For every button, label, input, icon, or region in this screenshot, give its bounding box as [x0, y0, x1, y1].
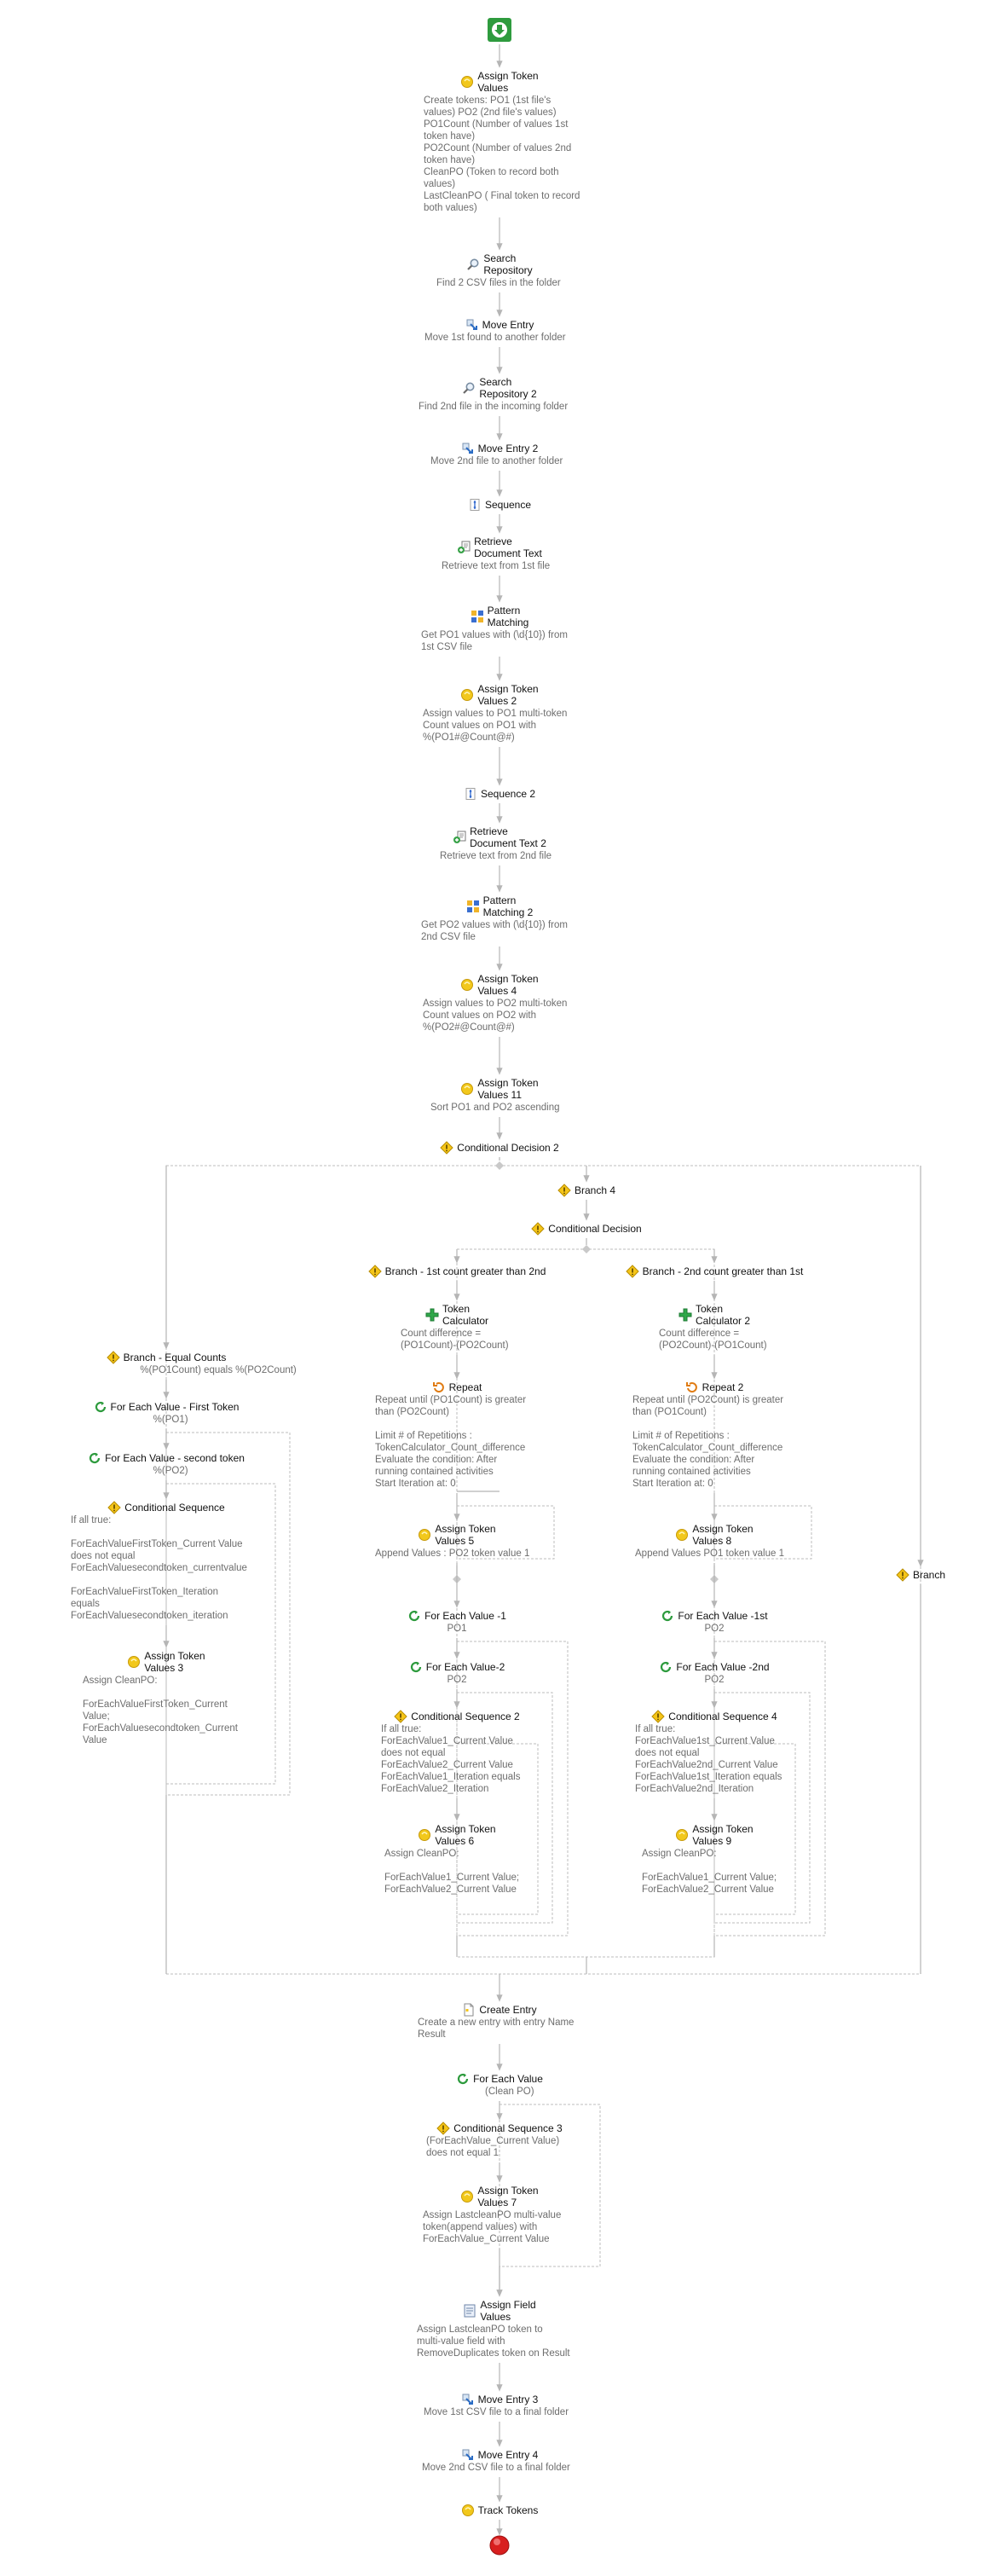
- activity-title: Move Entry 2: [477, 443, 539, 454]
- activity-description-line: ForEachValue_Current Value: [423, 2234, 550, 2244]
- activity-description-line: running contained activities: [632, 1467, 751, 1477]
- activity-description-line: Append Values : PO2 token value 1: [375, 1548, 530, 1559]
- activity-description-line: Start Iteration at: 0: [375, 1479, 456, 1489]
- activity-description-line: equals: [71, 1599, 100, 1609]
- activity-description-line: Count values on PO1 with: [423, 721, 536, 731]
- for-each-icon: [456, 2072, 470, 2090]
- activity-title: Sequence: [484, 499, 532, 511]
- branch-icon: [368, 1265, 382, 1282]
- search-icon: [466, 258, 480, 275]
- activity-title-line-2: Values 11: [477, 1089, 523, 1101]
- activity-description-line: Sort PO1 and PO2 ascending: [430, 1103, 560, 1113]
- activity-title: Assign Field: [480, 2299, 536, 2311]
- activity-description-line: %(PO2): [153, 1466, 188, 1476]
- branch-icon: [557, 1184, 571, 1201]
- activity-description-line: (ForEachValue_Current Value): [426, 2136, 560, 2146]
- activity-description-line: PO1Count (Number of values 1st: [424, 119, 569, 130]
- activity-title: Branch: [912, 1569, 946, 1581]
- branch-icon: [107, 1351, 120, 1369]
- search-icon: [462, 381, 476, 399]
- for-each-icon: [409, 1660, 423, 1678]
- assign-field-icon: [463, 2304, 476, 2322]
- activity-description-line: ForEachValue2nd_Iteration: [635, 1784, 754, 1794]
- activity-description-line: ForEachValue1_Iteration equals: [381, 1772, 521, 1782]
- activity-description-line: Count difference =: [401, 1329, 482, 1339]
- activity-description-line: ForEachValue1_Current Value;: [384, 1873, 520, 1883]
- activity-title: Assign Token: [692, 1823, 754, 1835]
- activity-description-line: ForEachValueFirstToken_Iteration: [71, 1587, 219, 1597]
- activity-description-line: Append Values PO1 token value 1: [635, 1548, 784, 1559]
- activity-description-line: (PO1Count)-(PO2Count): [401, 1340, 509, 1351]
- activity-title-line-2: Repository: [483, 264, 533, 276]
- token-icon: [460, 2190, 474, 2208]
- activity-description-line: Count difference =: [659, 1329, 740, 1339]
- decision-split-marker: [582, 1245, 591, 1253]
- retrieve-text-icon: [453, 831, 466, 848]
- activity-title: Assign Token: [692, 1523, 754, 1535]
- calculator-icon: [679, 1308, 692, 1326]
- branch-icon: [896, 1568, 909, 1586]
- activity-title-line-2: Document Text: [474, 547, 542, 559]
- retrieve-text-icon: [457, 541, 471, 559]
- end-node[interactable]: [490, 2536, 509, 2555]
- activity-description-line: Start Iteration at: 0: [632, 1479, 713, 1489]
- activity-title: For Each Value-2: [425, 1661, 505, 1673]
- activity-description-line: ForEachValueFirstToken_Current: [83, 1699, 228, 1710]
- activity-description-line: token(append values) with: [423, 2222, 538, 2232]
- activity-title-line-2: Values 9: [692, 1835, 732, 1847]
- activity-description-line: running contained activities: [375, 1467, 494, 1477]
- activity-description-line: ForEachValueFirstToken_Current Value: [71, 1539, 243, 1549]
- activity-description-line: ForEachValue2_Current Value: [642, 1884, 774, 1895]
- activity-description-line: LastCleanPO ( Final token to record: [424, 191, 580, 201]
- activity-title: Conditional Sequence 4: [668, 1711, 777, 1722]
- activity-description-line: ForEachValue1_Current Value: [381, 1736, 513, 1746]
- activity-title-line-2: Values 6: [435, 1835, 475, 1847]
- decision-split-marker: [495, 1161, 504, 1170]
- activity-title: Branch - 2nd count greater than 1st: [642, 1265, 804, 1277]
- activity-description-line: than (PO1Count): [632, 1407, 707, 1417]
- for-each-icon: [659, 1660, 673, 1678]
- activity-description-line: multi-value field with: [417, 2336, 505, 2347]
- activity-title: Move Entry 3: [477, 2394, 539, 2405]
- activity-title: Branch 4: [574, 1184, 616, 1196]
- activity-description-line: Value;: [83, 1711, 110, 1722]
- activity-title: For Each Value - First Token: [110, 1401, 240, 1413]
- token-icon: [127, 1655, 141, 1673]
- activity-title: Assign Token: [477, 2185, 539, 2197]
- activity-title: Conditional Decision: [548, 1223, 642, 1235]
- activity-title: For Each Value -2nd: [676, 1661, 770, 1673]
- activity-description-line: (PO2Count)-(PO1Count): [659, 1340, 767, 1351]
- activity-description-line: %(PO1): [153, 1415, 188, 1425]
- activity-description-line: Retrieve text from 1st file: [442, 561, 551, 571]
- branch-icon: [626, 1265, 639, 1282]
- activity-title: Assign Token: [435, 1823, 496, 1835]
- activity-description-line: PO2: [704, 1675, 725, 1685]
- activity-title: For Each Value: [473, 2073, 543, 2085]
- activity-title: Assign Token: [477, 1077, 539, 1089]
- activity-title-line-2: Matching: [487, 617, 529, 628]
- activity-title: Sequence 2: [480, 788, 536, 800]
- activity-title-line-2: Values: [477, 82, 509, 94]
- activity-description-line: Get PO2 values with (\d{10}) from: [421, 920, 568, 930]
- activity-title: For Each Value -1st: [678, 1610, 768, 1622]
- activity-description-line: Repeat until (PO2Count) is greater: [632, 1395, 784, 1405]
- activity-description-line: Move 2nd file to another folder: [430, 456, 563, 466]
- activity-title: Assign Token: [477, 973, 539, 985]
- activity-title: Token: [695, 1303, 724, 1315]
- activity-title: Conditional Sequence 2: [411, 1711, 520, 1722]
- activity-title: Repeat: [448, 1381, 482, 1393]
- token-icon: [460, 688, 474, 706]
- activity-title: For Each Value -1: [424, 1610, 506, 1622]
- activity-description-line: Value: [83, 1735, 107, 1745]
- activity-title: Repeat 2: [702, 1381, 744, 1393]
- activity-description-line: token have): [424, 131, 476, 142]
- activity-description-line: %(PO1Count) equals %(PO2Count): [140, 1365, 297, 1375]
- activity-description-line: Assign values to PO2 multi-token: [423, 999, 568, 1009]
- activity-description-line: If all true:: [71, 1515, 112, 1525]
- activity-description-line: %(PO2#@Count@#): [423, 1022, 515, 1033]
- activity-description-line: both values): [424, 203, 477, 213]
- activity-title: Search: [483, 252, 517, 264]
- activity-title-line-2: Document Text 2: [470, 837, 546, 849]
- activity-title: Assign Token: [477, 683, 539, 695]
- for-each-icon: [88, 1451, 101, 1469]
- activity-title: Token: [442, 1303, 471, 1315]
- activity-description-line: Create tokens: PO1 (1st file's: [424, 96, 551, 106]
- activity-title-line-2: Values 8: [692, 1535, 732, 1547]
- activity-description-line: If all true:: [381, 1724, 422, 1734]
- activity-description-line: (Clean PO): [485, 2087, 534, 2097]
- activity-title-line-2: Calculator 2: [695, 1315, 751, 1327]
- activity-description-line: CleanPO (Token to record both: [424, 167, 559, 177]
- token-icon: [418, 1828, 431, 1846]
- activity-title: Assign Token: [435, 1523, 496, 1535]
- activity-description-line: does not equal: [71, 1551, 136, 1561]
- activity-title-line-2: Values 3: [144, 1662, 184, 1674]
- activity-description-line: Move 1st found to another folder: [424, 333, 566, 343]
- activity-title: Retrieve: [470, 825, 508, 837]
- activity-description-line: ForEachValue2nd_Current Value: [635, 1760, 778, 1770]
- activity-title: Pattern: [487, 605, 521, 617]
- activity-description-line: ForEachValuesecondtoken_Current: [83, 1723, 238, 1734]
- activity-description-line: PO2: [447, 1675, 467, 1685]
- activity-description-line: ForEachValue1_Current Value;: [642, 1873, 777, 1883]
- activity-description-line: Assign CleanPO:: [83, 1676, 158, 1686]
- activity-description-line: Assign CleanPO:: [642, 1849, 717, 1859]
- decision-icon: [440, 1141, 453, 1159]
- activity-description-line: ForEachValue2_Current Value: [384, 1884, 517, 1895]
- activity-description-line: Assign LastcleanPO token to: [417, 2324, 543, 2335]
- activity-title: Retrieve: [474, 535, 512, 547]
- activity-description-line: token have): [424, 155, 476, 165]
- sequence-icon: [468, 498, 482, 516]
- activity-description-line: than (PO2Count): [375, 1407, 449, 1417]
- activity-description-line: Evaluate the condition: After: [632, 1455, 755, 1465]
- activity-title: Create Entry: [479, 2004, 537, 2016]
- activity-title: Assign Token: [144, 1650, 205, 1662]
- activity-title: Search: [479, 376, 512, 388]
- activity-title: Track Tokens: [477, 2504, 539, 2516]
- activity-description-line: TokenCalculator_Count_difference: [632, 1443, 783, 1453]
- activity-description-line: does not equal 1: [426, 2148, 500, 2158]
- activity-description-line: Limit # of Repetitions :: [375, 1431, 472, 1441]
- token-icon: [460, 1082, 474, 1100]
- activity-description-line: 2nd CSV file: [421, 932, 476, 942]
- activity-description-line: ForEachValuesecondtoken_iteration: [71, 1611, 228, 1621]
- pattern-matching-icon: [466, 900, 480, 918]
- pattern-matching-icon: [471, 610, 484, 628]
- activity-title: Assign Token: [477, 70, 539, 82]
- activity-description-line: Limit # of Repetitions :: [632, 1431, 730, 1441]
- activity-description-line: ForEachValue2_Current Value: [381, 1760, 513, 1770]
- containers: [166, 1161, 921, 2266]
- activity-description-line: Find 2nd file in the incoming folder: [419, 402, 569, 412]
- activity-description-line: Find 2 CSV files in the folder: [436, 278, 561, 288]
- for-each-value-second-token-container: [166, 1484, 275, 1784]
- token-icon: [461, 2504, 475, 2521]
- activity-description-line: ForEachValue2_Iteration: [381, 1784, 489, 1794]
- activity-title-line-2: Values 5: [435, 1535, 475, 1547]
- activity-description-line: Result: [418, 2029, 446, 2040]
- activity-description-line: values) PO2 (2nd file's values): [424, 107, 557, 118]
- calculator-icon: [425, 1308, 439, 1326]
- activity-title-line-2: Values 7: [477, 2197, 517, 2208]
- activity-description-line: does not equal: [635, 1748, 700, 1758]
- activity-title: Conditional Sequence 3: [453, 2122, 563, 2134]
- connectors: [166, 44, 921, 2533]
- token-icon: [675, 1828, 689, 1846]
- activity-description-line: Count values on PO2 with: [423, 1010, 536, 1021]
- activity-description-line: TokenCalculator_Count_difference: [375, 1443, 526, 1453]
- activity-title-line-2: Matching 2: [482, 906, 534, 918]
- activity-title: Conditional Decision 2: [457, 1142, 559, 1154]
- for-each-icon: [661, 1609, 674, 1627]
- activity-description-line: Assign values to PO1 multi-token: [423, 709, 568, 719]
- activity-description-line: Retrieve text from 2nd file: [440, 851, 552, 861]
- token-icon: [460, 978, 474, 996]
- activity-title: Branch - 1st count greater than 2nd: [384, 1265, 546, 1277]
- for-each-icon: [94, 1400, 107, 1418]
- activity-description-line: PO2Count (Number of values 2nd: [424, 143, 572, 153]
- token-icon: [675, 1528, 689, 1546]
- activity-description-line: Repeat until (PO1Count) is greater: [375, 1395, 527, 1405]
- activity-description-line: does not equal: [381, 1748, 446, 1758]
- activity-description-line: Assign CleanPO:: [384, 1849, 459, 1859]
- activity-description-line: ForEachValuesecondtoken_currentvalue: [71, 1563, 247, 1573]
- activity-title: Pattern: [482, 894, 517, 906]
- activity-title-line-2: Values 4: [477, 985, 517, 997]
- activity-description-line: %(PO1#@Count@#): [423, 732, 515, 743]
- activity-description-line: If all true:: [635, 1724, 676, 1734]
- activity-title: Move Entry 4: [477, 2449, 539, 2461]
- decision-icon: [531, 1222, 545, 1240]
- activity-description-line: 1st CSV file: [421, 642, 473, 652]
- activity-description-line: Assign LastcleanPO multi-value: [423, 2210, 562, 2220]
- activity-title-line-2: Values: [480, 2311, 511, 2323]
- activity-description-line: ForEachValue1st_Iteration equals: [635, 1772, 782, 1782]
- activity-title-line-2: Calculator: [442, 1315, 489, 1327]
- start-node[interactable]: [488, 18, 511, 42]
- activity-description-line: ForEachValue1st_Current Value: [635, 1736, 775, 1746]
- activity-description-line: Move 2nd CSV file to a final folder: [422, 2463, 570, 2473]
- activity-description-line: Evaluate the condition: After: [375, 1455, 498, 1465]
- activity-description-line: values): [424, 179, 456, 189]
- conditional-decision-2-container: [166, 1166, 921, 1974]
- activity-title: Move Entry: [482, 319, 534, 331]
- activity-description-line: Create a new entry with entry Name: [418, 2017, 575, 2028]
- activity-title-line-2: Repository 2: [479, 388, 537, 400]
- activity-title-line-2: Values 2: [477, 695, 517, 707]
- activity-description-line: Get PO1 values with (\d{10}) from: [421, 630, 568, 640]
- activity-title: Conditional Sequence: [124, 1502, 225, 1514]
- sequence-icon: [464, 787, 477, 805]
- activity-title: Branch - Equal Counts: [123, 1352, 227, 1363]
- activity-description-line: Move 1st CSV file to a final folder: [424, 2407, 569, 2417]
- for-each-icon: [407, 1609, 421, 1627]
- activity-description-line: PO2: [704, 1624, 725, 1634]
- stop-circle-icon: [490, 2536, 509, 2555]
- token-icon: [460, 75, 474, 93]
- token-icon: [418, 1528, 431, 1546]
- activity-description-line: PO1: [447, 1624, 467, 1634]
- activity-description-line: RemoveDuplicates token on Result: [417, 2348, 570, 2359]
- activity-title: For Each Value - second token: [105, 1452, 245, 1464]
